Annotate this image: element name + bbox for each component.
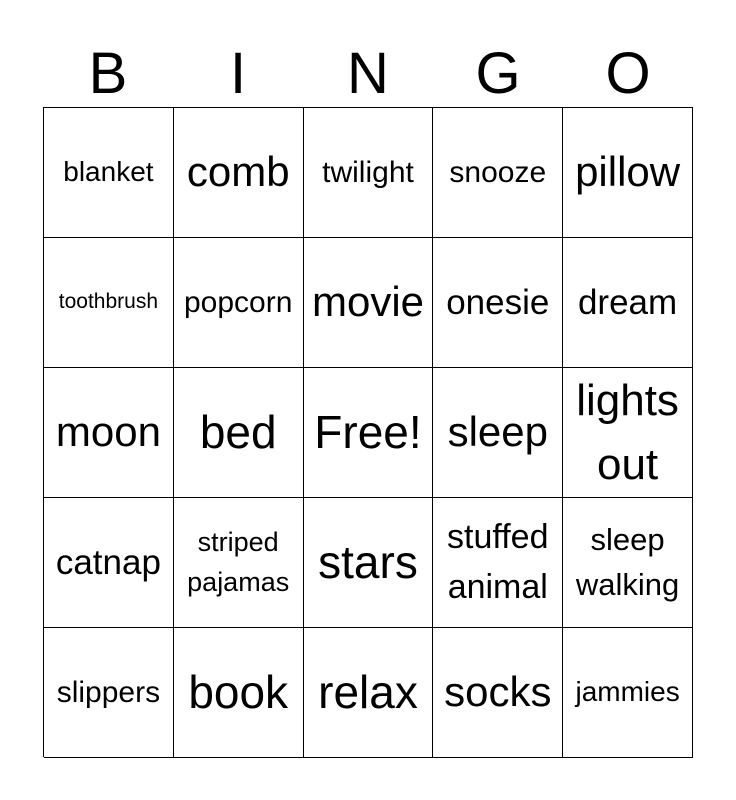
board-row	[44, 108, 693, 238]
cell-label: jammies	[575, 676, 680, 708]
bingo-cell[interactable]	[304, 498, 434, 628]
board-row	[44, 628, 693, 758]
cell-label: popcorn	[183, 286, 293, 319]
bingo-cell[interactable]	[44, 368, 174, 498]
bingo-cell[interactable]	[563, 238, 693, 368]
cell-label: stars	[318, 535, 418, 588]
bingo-cell[interactable]	[433, 628, 563, 758]
board-row	[44, 498, 693, 628]
board-row	[44, 238, 693, 368]
bingo-cell[interactable]	[304, 238, 434, 368]
bingo-cell[interactable]	[174, 238, 304, 368]
cell-label: sleep	[447, 408, 548, 456]
header-letter-n: N	[347, 41, 389, 106]
cell-label: pillow	[575, 148, 681, 196]
header-letter-g: G	[475, 41, 521, 106]
cell-label: bed	[199, 405, 277, 458]
bingo-cell[interactable]	[304, 628, 434, 758]
bingo-cell[interactable]	[174, 498, 304, 628]
bingo-cell[interactable]	[44, 108, 174, 238]
cell-label: dream	[577, 282, 678, 322]
cell-label: comb	[186, 148, 290, 196]
cell-label: socks	[444, 668, 552, 716]
bingo-cell[interactable]	[563, 108, 693, 238]
free-space-label: Free!	[314, 405, 422, 458]
bingo-cell[interactable]	[563, 628, 693, 758]
cell-label: slippers	[56, 676, 161, 709]
bingo-cell[interactable]	[44, 238, 174, 368]
free-space-cell[interactable]	[304, 368, 434, 498]
bingo-cell[interactable]	[44, 498, 174, 628]
cell-label: onesie	[446, 282, 550, 322]
cell-label: striped pajamas	[187, 527, 290, 597]
bingo-cell[interactable]	[433, 368, 563, 498]
header-letter-o: O	[605, 41, 651, 106]
bingo-cell[interactable]	[433, 498, 563, 628]
bingo-cell[interactable]	[174, 628, 304, 758]
cell-label: snooze	[449, 156, 547, 189]
cell-label: lights out	[576, 375, 679, 489]
cell-label: book	[188, 665, 289, 718]
bingo-cell[interactable]	[44, 628, 174, 758]
cell-label: toothbrush	[58, 290, 159, 314]
bingo-cell[interactable]	[433, 108, 563, 238]
cell-label: twilight	[322, 156, 414, 189]
cell-label: catnap	[55, 542, 161, 582]
bingo-header	[43, 40, 693, 108]
bingo-cell[interactable]	[563, 498, 693, 628]
cell-label: stuffed animal	[447, 518, 549, 606]
bingo-cell[interactable]	[563, 368, 693, 498]
bingo-cell[interactable]	[174, 368, 304, 498]
bingo-cell[interactable]	[174, 108, 304, 238]
header-letter-b: B	[88, 41, 128, 106]
cell-label: blanket	[63, 156, 154, 188]
bingo-board	[43, 107, 693, 757]
board-row	[44, 368, 693, 498]
cell-label: sleep walking	[575, 521, 680, 602]
header-letter-i: I	[229, 41, 247, 106]
bingo-cell[interactable]	[304, 108, 434, 238]
cell-label: movie	[311, 278, 425, 326]
bingo-cell[interactable]	[433, 238, 563, 368]
cell-label: relax	[318, 665, 418, 718]
cell-label: moon	[55, 408, 161, 456]
